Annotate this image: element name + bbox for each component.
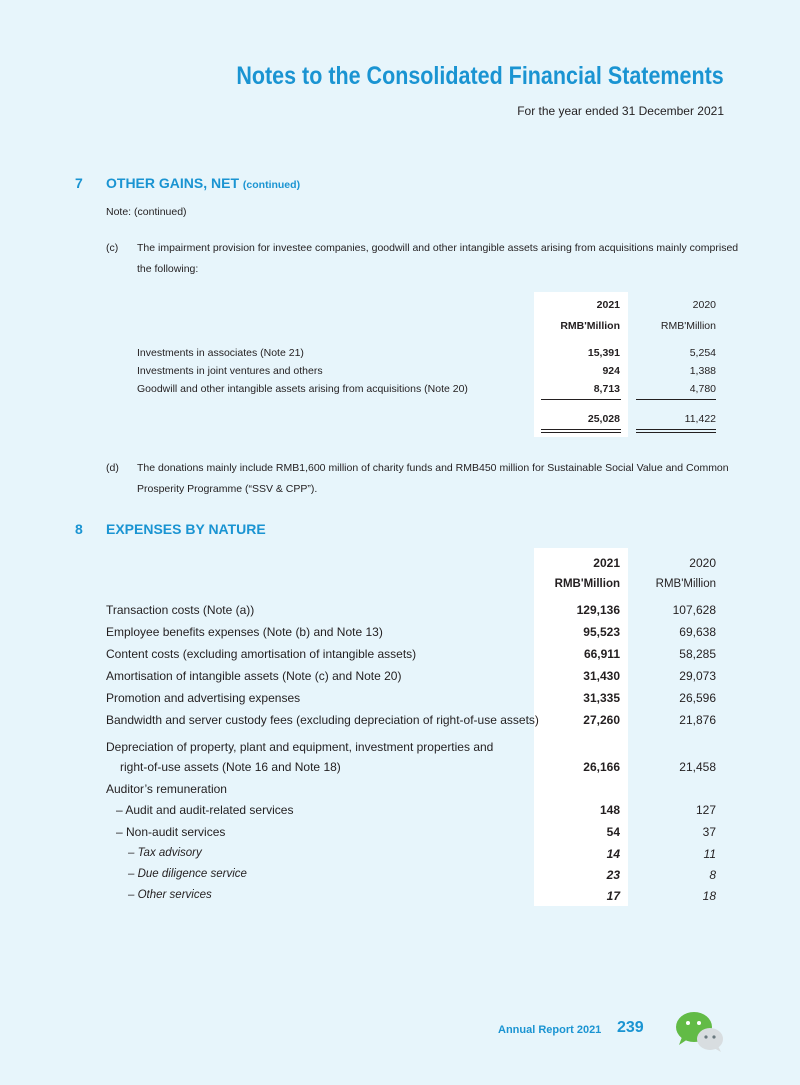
table2-unit-2021: RMB'Million — [554, 578, 620, 590]
table1-row-2020: 1,388 — [689, 365, 716, 377]
table-row-2021: 31,335 — [583, 691, 620, 705]
table-row-2021: 14 — [606, 847, 620, 861]
table-row-label: Transaction costs (Note (a)) — [106, 603, 255, 617]
table-row-2021: 17 — [606, 889, 620, 903]
table-row-2021: 95,523 — [583, 625, 620, 639]
table-row-label: Auditor’s remuneration — [106, 782, 227, 796]
table1-row-label: Investments in associates (Note 21) — [137, 347, 304, 359]
table-row-2021: 31,430 — [583, 669, 620, 683]
table1-header-2021: 2021 — [596, 299, 620, 311]
table-row-2020: 26,596 — [679, 691, 716, 705]
table-row-label: Content costs (excluding amortisation of intangible assets) — [106, 647, 417, 661]
total-double-rule-2021-b — [541, 432, 621, 433]
note-d-line1: The donations mainly include RMB1,600 million of charity funds and RMB450 million for Sustainable Social Value and Common — [137, 462, 729, 474]
table1-unit-2021: RMB'Million — [560, 320, 620, 332]
table1-row-2021: 924 — [602, 365, 620, 377]
table1-row-2021: 15,391 — [587, 347, 620, 359]
table-row-2020: 58,285 — [679, 647, 716, 661]
section-7-number: 7 — [75, 175, 83, 191]
table1-unit-2020: RMB'Million — [660, 320, 716, 332]
table-row-2021: 129,136 — [576, 603, 620, 617]
subtotal-rule-2020 — [636, 399, 716, 400]
table2-header-2020: 2020 — [689, 556, 716, 570]
table-row-label: – Audit and audit-related services — [116, 803, 294, 817]
table-row-label: Bandwidth and server custody fees (excluding depreciation of right-of-use assets) — [106, 713, 539, 727]
table-row-label: – Tax advisory — [128, 847, 202, 859]
footer-report-label: Annual Report 2021 — [498, 1024, 602, 1036]
section-8-title: EXPENSES BY NATURE — [106, 521, 266, 537]
table1-total-2020: 11,422 — [684, 413, 716, 425]
table2-unit-2020: RMB'Million — [655, 578, 716, 590]
total-double-rule-2020-b — [636, 432, 716, 433]
subtotal-rule-2021 — [541, 399, 621, 400]
table1-header-2020: 2020 — [692, 299, 716, 311]
section-7-continued: (continued) — [242, 179, 301, 191]
table-row-2020: 29,073 — [679, 669, 716, 683]
note-c-marker: (c) — [106, 242, 119, 254]
note-label: Note: (continued) — [106, 206, 187, 218]
table-row-label: right-of-use assets (Note 16 and Note 18) — [120, 760, 341, 774]
table-row-2021: 66,911 — [583, 647, 620, 661]
table2-header-2021: 2021 — [593, 556, 620, 570]
page-subtitle: For the year ended 31 December 2021 — [517, 104, 724, 118]
table-row-label: – Due diligence service — [128, 868, 247, 880]
note-c-line1: The impairment provision for investee companies, goodwill and other intangible assets arising from acquisitions mainly comprised — [137, 242, 739, 254]
table-row-2020: 37 — [702, 825, 716, 839]
note-d-marker: (d) — [106, 462, 119, 474]
table-row-2020: 107,628 — [672, 603, 716, 617]
table-row-2021: 27,260 — [583, 713, 620, 727]
total-double-rule-2020-a — [636, 429, 716, 430]
section-8-number: 8 — [75, 521, 83, 537]
table-row-label: Amortisation of intangible assets (Note (c) and Note 20) — [106, 669, 402, 683]
table-row-label: – Other services — [128, 889, 212, 901]
table1-row-label: Goodwill and other intangible assets arising from acquisitions (Note 20) — [137, 383, 468, 395]
table-row-2020: 18 — [702, 889, 716, 903]
section-7-title-text: OTHER GAINS, NET — [106, 175, 240, 191]
table1-row-2021: 8,713 — [593, 383, 620, 395]
total-double-rule-2021-a — [541, 429, 621, 430]
table-row-2020: 8 — [709, 868, 716, 882]
wechat-logo-icon — [674, 1010, 726, 1052]
table1-row-label: Investments in joint ventures and others — [137, 365, 323, 377]
table-row-2020: 127 — [695, 803, 716, 817]
table-row-2021: 26,166 — [583, 760, 620, 774]
section-7-title — [106, 175, 300, 191]
table-row-label: – Non-audit services — [116, 825, 226, 839]
note-d-line2: Prosperity Programme (“SSV & CPP”). — [137, 483, 318, 495]
table1-row-2020: 4,780 — [689, 383, 716, 395]
table-row-2021: 54 — [606, 825, 620, 839]
table-row-label: Depreciation of property, plant and equipment, investment properties and — [106, 740, 494, 754]
table-row-2021: 23 — [606, 868, 620, 882]
table-row-2020: 21,876 — [679, 713, 716, 727]
table-row-2020: 69,638 — [679, 625, 716, 639]
table-row-2020: 21,458 — [679, 760, 716, 774]
page-number: 239 — [617, 1019, 644, 1036]
note-c-line2: the following: — [137, 263, 199, 275]
table-row-label: Employee benefits expenses (Note (b) and Note 13) — [106, 625, 383, 639]
table1-row-2020: 5,254 — [689, 347, 716, 359]
table1-total-2021: 25,028 — [587, 413, 620, 425]
table-row-2021: 148 — [599, 803, 620, 817]
table-row-2020: 11 — [703, 847, 716, 861]
page-title: Notes to the Consolidated Financial Statements — [236, 62, 724, 90]
table-row-label: Promotion and advertising expenses — [106, 691, 301, 705]
